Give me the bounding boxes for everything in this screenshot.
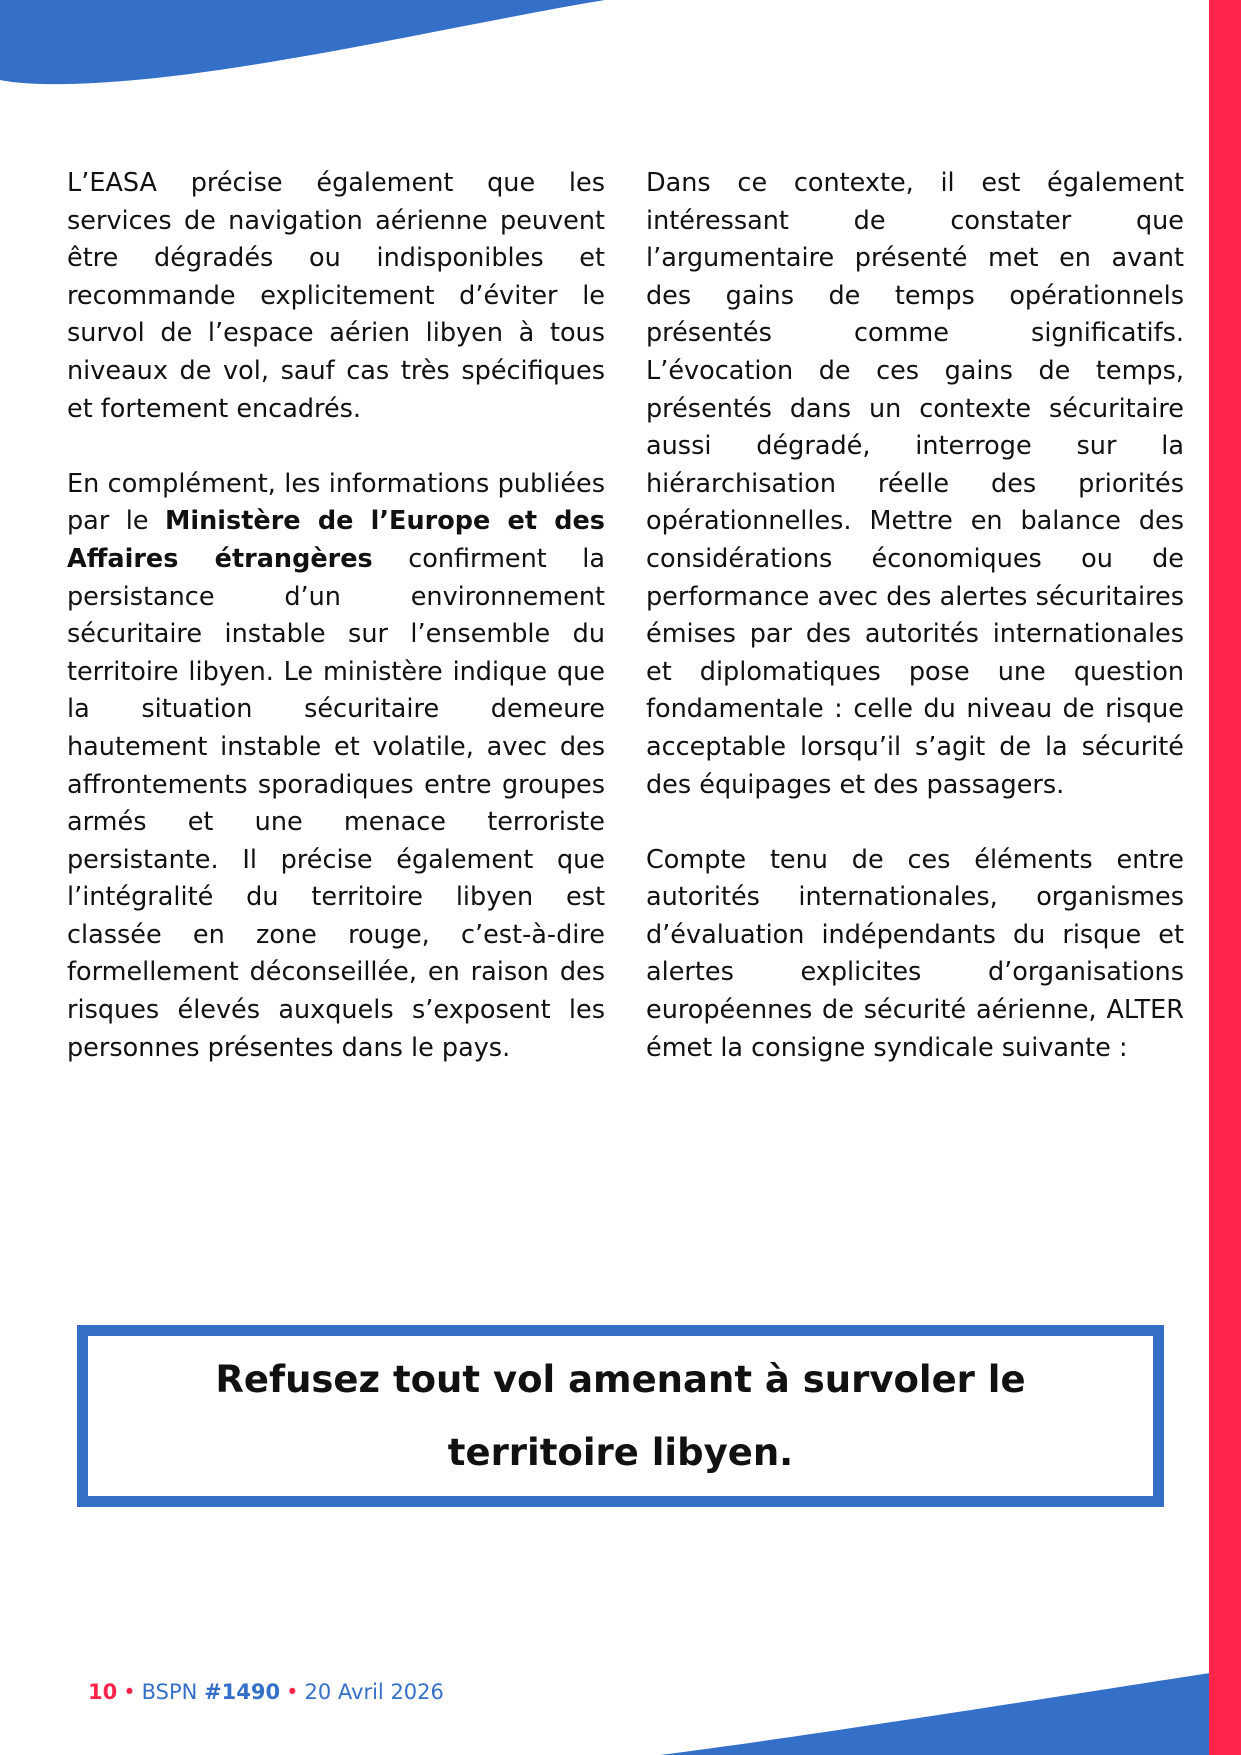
union-instruction-box [77, 1325, 1164, 1507]
top-wave-shape [0, 0, 605, 84]
right-accent-bar [1209, 0, 1241, 1755]
ministry-name: Ministère de l’Europe et des Affaires étrangères [67, 506, 605, 574]
left-paragraph-2-start: En complément, les informations publiées par le [67, 468, 605, 537]
bottom-wave-shape [660, 1673, 1210, 1755]
right-paragraph-1: Dans ce contexte, il est également intéressant de constater que l’argumentaire présenté met en avant des gains de temps opérationnels présentés comme significatifs. L’évocation de ces gains de temps, présentés dans un contexte sécuritaire aussi dégradé, interroge sur la hiérarchisation réelle des priorités opérationnelles. Mettre en balance des considérations économiques ou de performance avec des alertes sécuritaires émises par des autorités internationales et diplomatiques pose une question fondamentale : celle du niveau de risque acceptable lorsqu’il s’agit de la sécurité des équipages et des passagers. [646, 168, 1184, 800]
page-footer [88, 1678, 444, 1706]
footer-bullet: • [286, 1680, 299, 1704]
right-paragraph-2: Compte tenu de ces éléments entre autorités internationales, organismes d’évaluation indépendants du risque et alertes explicites d’organisations européennes de sécurité aérienne, ALTER émet la consigne syndicale suivante : [646, 844, 1184, 1063]
right-column [646, 165, 1184, 1105]
publication-date: 20 Avril 2026 [304, 1680, 444, 1704]
issue-number: #1490 [204, 1680, 281, 1704]
left-paragraph-2-end: confirment la persistance d’un environnement sécuritaire instable sur l’ensemble du territoire libyen. Le ministère indique que la situation sécuritaire demeure hautement instable et volatile, avec des affrontements sporadiques entre groupes armés et une menace terroriste persistante. Il précise également que l’intégralité du territoire libyen est classée en zone rouge, c’est-à-dire formellement déconseillée, en raison des risques élevés auxquels s’exposent les personnes présentes dans le pays. [67, 543, 605, 1063]
left-column [67, 165, 605, 1105]
left-paragraph-2 [67, 466, 605, 1068]
top-wave-decoration [0, 0, 620, 90]
footer-bullet: • [123, 1680, 136, 1704]
left-paragraph-1: L’EASA précise également que les services de navigation aérienne peuvent être dégradés ou indisponibles et recommande explicitement d’éviter le survol de l’espace aérien libyen à tous niveaux de vol, sauf cas très spécifiques et fortement encadrés. [67, 168, 605, 424]
union-instruction-text: Refusez tout vol amenant à survoler le territoire libyen. [215, 1358, 1026, 1474]
publication-name: BSPN [141, 1680, 198, 1704]
bottom-wave-decoration [660, 1665, 1210, 1755]
page-number: 10 [88, 1680, 118, 1704]
